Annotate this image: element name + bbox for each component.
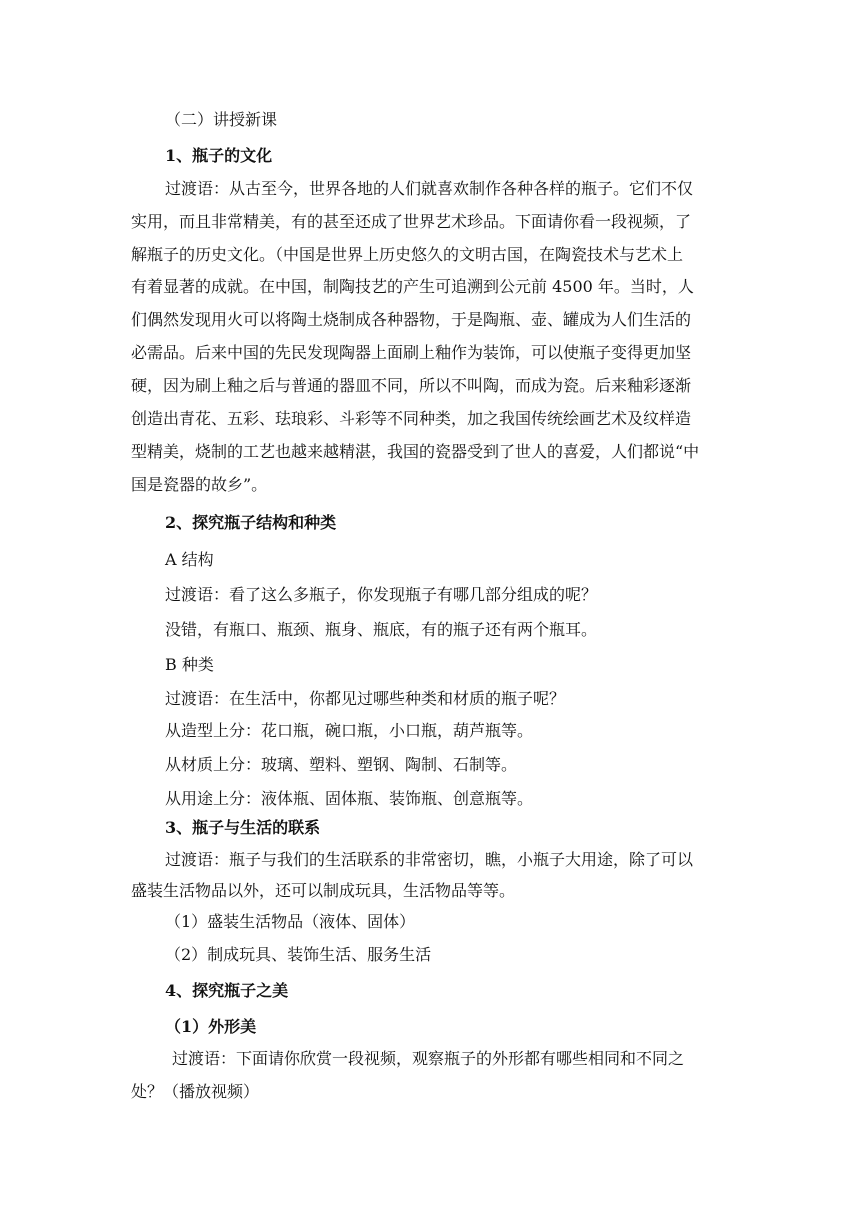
paragraph-line: 解瓶子的历史文化。（中国是世界上历史悠久的文明古国，在陶瓷技术与艺术上 xyxy=(131,245,684,264)
life-item-1: （1）盛装生活物品（液体、固体） xyxy=(165,912,416,931)
paragraph-line: 过渡语：下面请你欣赏一段视频，观察瓶子的外形都有哪些相同和不同之 xyxy=(172,1049,685,1068)
paragraph-line: 盛装生活物品以外，还可以制成玩具，生活物品等等。 xyxy=(131,881,516,900)
paragraph-line: 实用，而且非常精美，有的甚至还成了世界艺术珍品。下面请你看一段视频，了 xyxy=(131,212,692,231)
subheading-types: B 种类 xyxy=(165,655,214,674)
heading-bottle-beauty: 4、探究瓶子之美 xyxy=(165,981,289,1000)
structure-answer: 没错，有瓶口、瓶颈、瓶身、瓶底，有的瓶子还有两个瓶耳。 xyxy=(165,620,598,639)
life-item-2: （2）制成玩具、装饰生活、服务生活 xyxy=(165,945,432,964)
types-transition: 过渡语：在生活中，你都见过哪些种类和材质的瓶子呢？ xyxy=(165,689,566,708)
types-by-shape: 从造型上分：花口瓶，碗口瓶，小口瓶，葫芦瓶等。 xyxy=(165,721,534,740)
heading-bottle-culture: 1、瓶子的文化 xyxy=(165,146,273,165)
structure-transition: 过渡语：看了这么多瓶子，你发现瓶子有哪几部分组成的呢？ xyxy=(165,585,598,604)
subheading-structure: A 结构 xyxy=(165,550,214,569)
paragraph-line: 创造出青花、五彩、珐琅彩、斗彩等不同种类，加之我国传统绘画艺术及纹样造 xyxy=(131,409,692,428)
section-heading: （二）讲授新课 xyxy=(165,110,278,129)
paragraph-line: 型精美，烧制的工艺也越来越精湛，我国的瓷器受到了世人的喜爱，人们都说“中 xyxy=(131,442,700,461)
paragraph-line: 有着显著的成就。在中国，制陶技艺的产生可追溯到公元前 4500 年。当时，人 xyxy=(131,277,694,296)
types-by-material: 从材质上分：玻璃、塑料、塑钢、陶制、石制等。 xyxy=(165,755,518,774)
subheading-shape-beauty: （1）外形美 xyxy=(165,1017,257,1036)
paragraph-line: 必需品。后来中国的先民发现陶器上面刷上釉作为装饰，可以使瓶子变得更加坚 xyxy=(131,343,692,362)
paragraph-line: 国是瓷器的故乡”。 xyxy=(131,475,268,494)
heading-bottle-structure-types: 2、探究瓶子结构和种类 xyxy=(165,513,337,532)
heading-bottle-life: 3、瓶子与生活的联系 xyxy=(165,818,321,837)
paragraph-line: 处？（播放视频） xyxy=(131,1082,260,1101)
paragraph-line: 硬，因为刷上釉之后与普通的器皿不同，所以不叫陶，而成为瓷。后来釉彩逐渐 xyxy=(131,376,692,395)
types-by-use: 从用途上分：液体瓶、固体瓶、装饰瓶、创意瓶等。 xyxy=(165,789,534,808)
paragraph-line: 过渡语：瓶子与我们的生活联系的非常密切，瞧，小瓶子大用途，除了可以 xyxy=(165,850,694,869)
paragraph-line: 们偶然发现用火可以将陶土烧制成各种器物，于是陶瓶、壶、罐成为人们生活的 xyxy=(131,310,692,329)
paragraph-line: 过渡语：从古至今，世界各地的人们就喜欢制作各种各样的瓶子。它们不仅 xyxy=(165,179,694,198)
